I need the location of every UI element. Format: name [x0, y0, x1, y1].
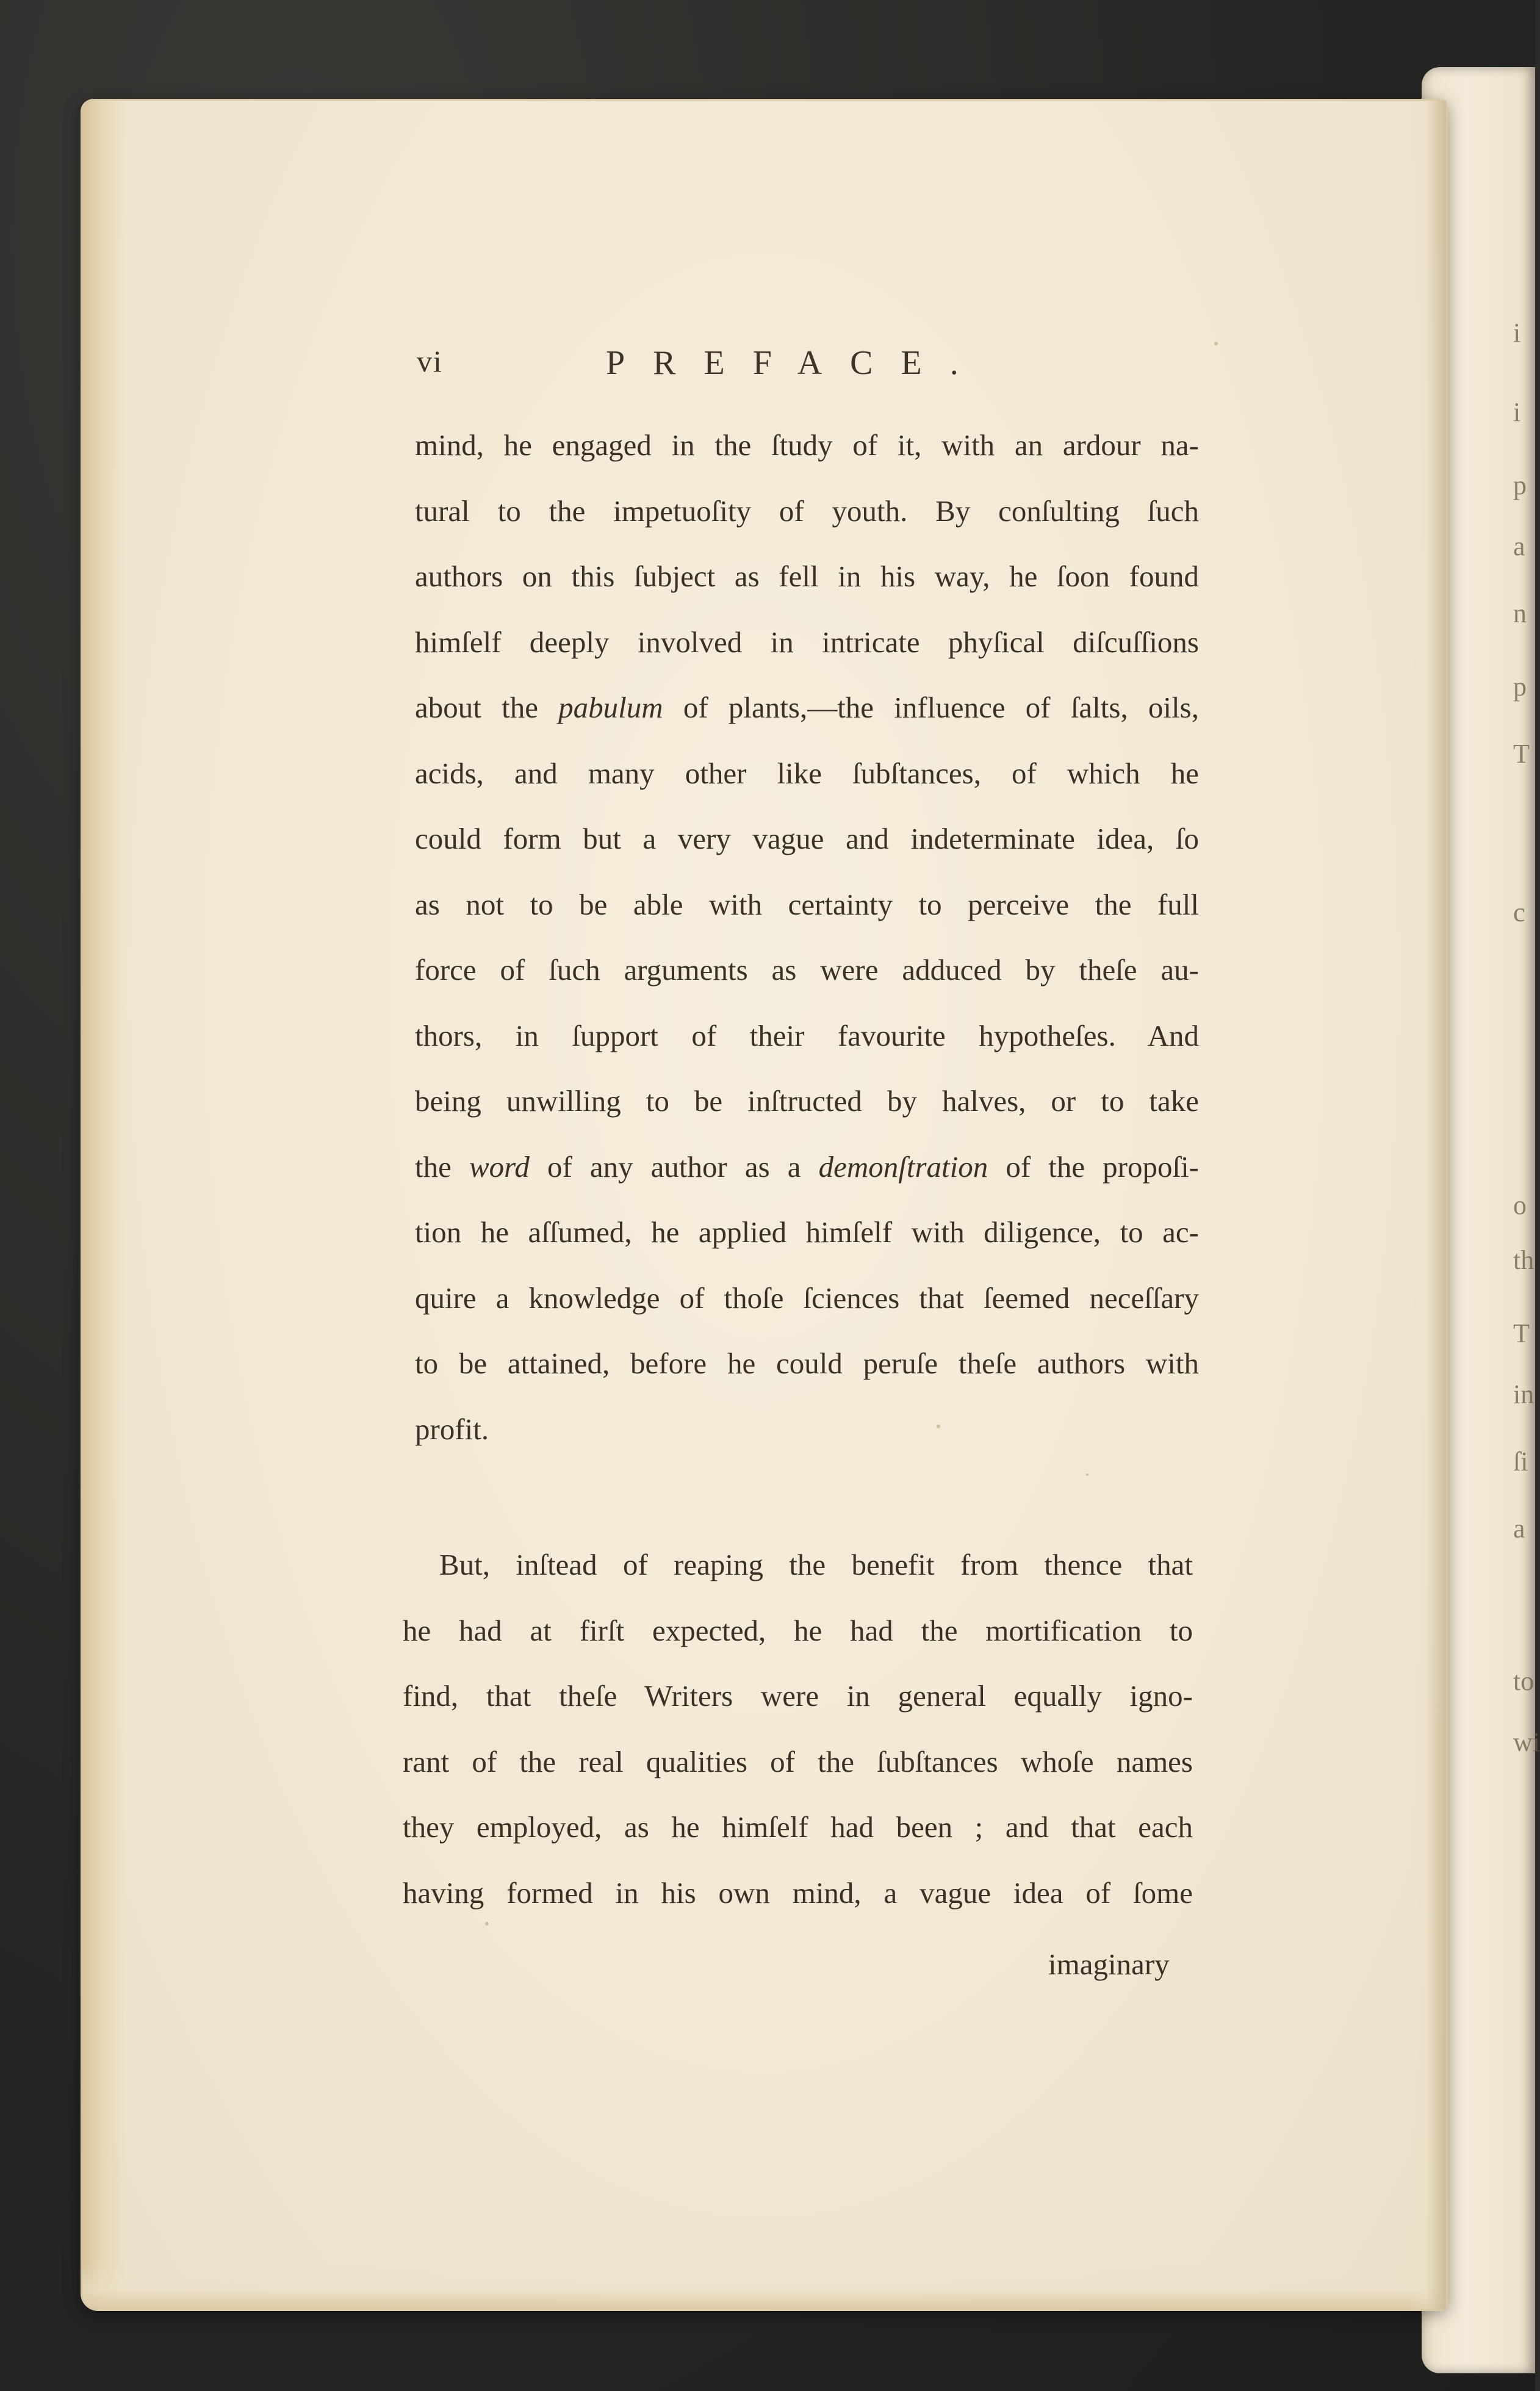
- text-line: rant of the real qualities of the ſubſtances whoſe names: [403, 1744, 1193, 1778]
- text-line: the word of any author as a demonſtration of the propoſi-: [415, 1149, 1200, 1184]
- text-line: profit.: [415, 1412, 489, 1446]
- text-line: being unwilling to be inſtructed by halves, or to take: [415, 1084, 1199, 1118]
- facing-page-letter: ſi: [1513, 1447, 1528, 1476]
- text-line: authors on this ſubject as fell in his way, he ſoon found: [415, 559, 1199, 593]
- facing-page-letter: p: [1513, 672, 1527, 702]
- text-line: he had at firſt expected, he had the mortification to: [403, 1613, 1193, 1647]
- page-bottom-edge: [82, 2260, 1446, 2309]
- facing-page-letter: i: [1513, 318, 1521, 348]
- text-line: acids, and many other like ſubſtances, of which he: [415, 756, 1199, 790]
- facing-page-letter: wi: [1513, 1727, 1540, 1757]
- running-head: [417, 343, 1210, 386]
- facing-page-letter: c: [1513, 897, 1525, 927]
- facing-page-letter: T: [1513, 739, 1530, 769]
- italic-term: word: [469, 1149, 530, 1184]
- foxing-speck: [1086, 1473, 1088, 1476]
- text-line: find, that theſe Writers were in general equally igno-: [403, 1679, 1193, 1713]
- facing-page-letter: n: [1513, 599, 1527, 628]
- facing-page-letter: a: [1513, 1514, 1525, 1544]
- page-gutter-shadow: [1409, 101, 1446, 2309]
- facing-page-letter: a: [1513, 531, 1525, 561]
- catchword: imaginary: [1048, 1947, 1170, 1981]
- text-line: as not to be able with certainty to perceive the full: [415, 887, 1199, 921]
- italic-term: demonſtration: [818, 1149, 988, 1184]
- text-line: But, inſtead of reaping the benefit from thence that: [439, 1548, 1193, 1581]
- facing-page-letter: p: [1513, 470, 1527, 500]
- italic-term: pabulum: [558, 691, 663, 724]
- text-line: having formed in his own mind, a vague idea of ſome: [403, 1875, 1193, 1910]
- foxing-speck: [1214, 342, 1218, 345]
- text-line: thors, in ſupport of their favourite hypotheſes. And: [415, 1018, 1199, 1052]
- foxing-speck: [485, 1922, 489, 1925]
- text-line: himſelf deeply involved in intricate phyſical diſcuſſions: [415, 625, 1199, 659]
- page-number: vi: [417, 344, 443, 378]
- facing-page-letter: in: [1513, 1379, 1535, 1409]
- text-line: they employed, as he himſelf had been ; and that each: [403, 1810, 1193, 1844]
- facing-page-letter: to: [1513, 1666, 1535, 1696]
- text-line: force of ſuch arguments as were adduced by theſe au-: [415, 953, 1199, 987]
- facing-page-letter: i: [1513, 397, 1521, 427]
- facing-page-letter: o: [1513, 1190, 1527, 1220]
- running-title: PREFACE.: [606, 344, 987, 382]
- text-line: tural to the impetuoſity of youth. By conſulting ſuch: [415, 494, 1199, 528]
- text-line: tion he aſſumed, he applied himſelf with diligence, to ac-: [415, 1215, 1199, 1249]
- facing-page-letter: T: [1513, 1318, 1530, 1348]
- text-line: mind, he engaged in the ſtudy of it, with an ardour na-: [415, 428, 1199, 462]
- text-line: could form but a very vague and indeterminate idea, ſo: [415, 822, 1199, 855]
- page-worn-edge: [82, 101, 125, 2309]
- text-line: about the pabulum of plants,—the influence of ſalts, oils,: [415, 691, 1199, 724]
- text-line: quire a knowledge of thoſe ſciences that ſeemed neceſſary: [415, 1281, 1199, 1315]
- facing-page-letter: th: [1513, 1245, 1535, 1275]
- text-line: to be attained, before he could peruſe theſe authors with: [415, 1347, 1199, 1380]
